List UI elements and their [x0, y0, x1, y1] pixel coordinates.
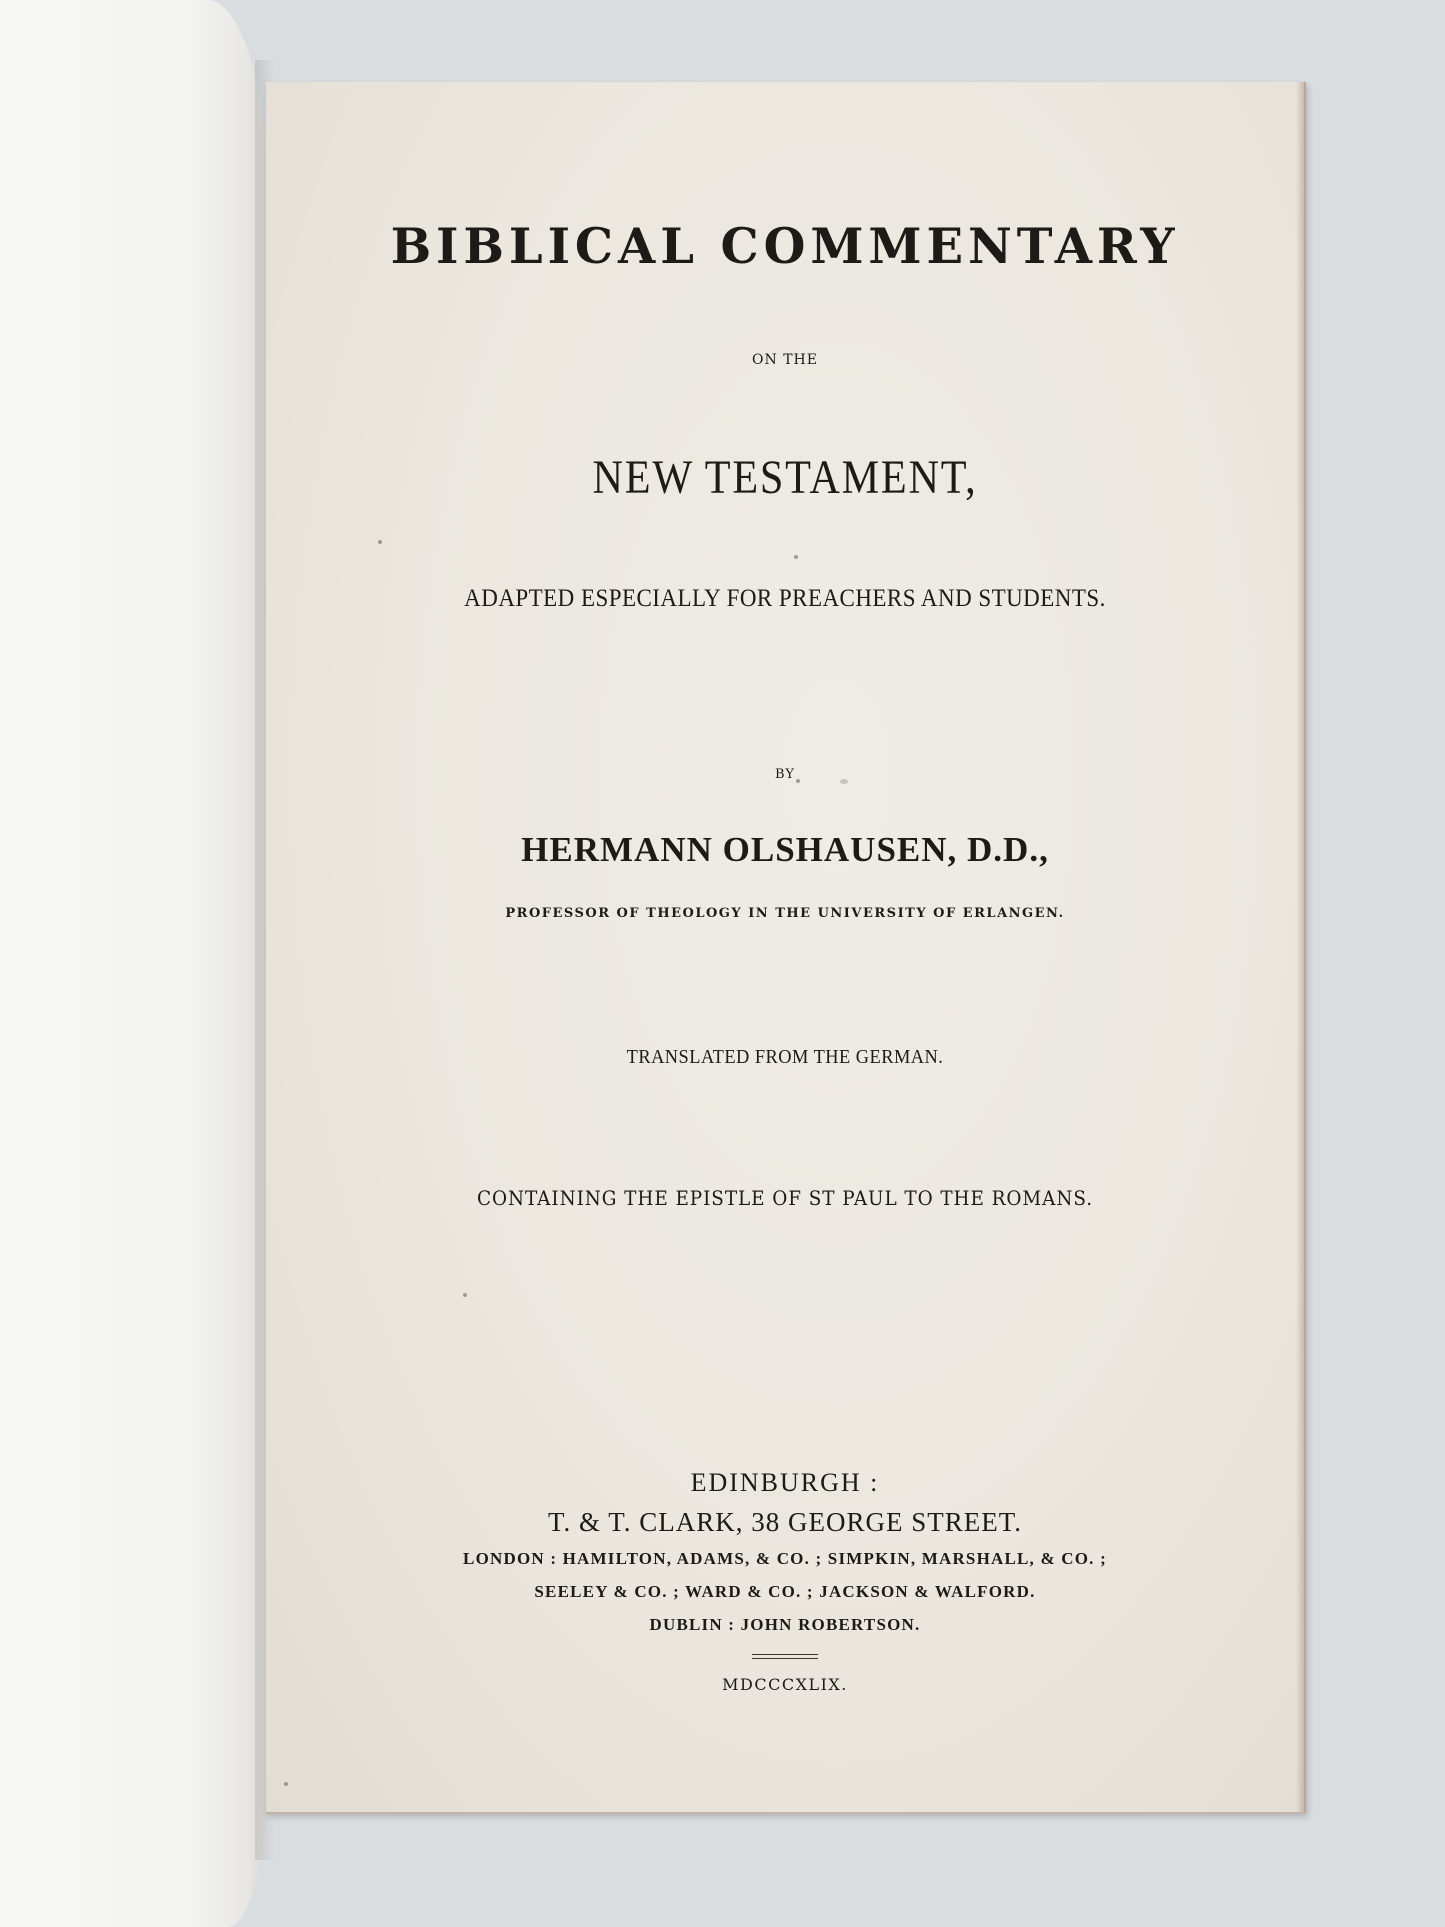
paper-speck: [796, 779, 800, 783]
paper-speck: [284, 1782, 288, 1786]
by-line: BY: [775, 767, 795, 782]
imprint-london: LONDON : HAMILTON, ADAMS, & CO. ; SIMPKIN, MARSHALL, & CO. ;: [463, 1549, 1107, 1568]
adapted-line: ADAPTED ESPECIALLY FOR PREACHERS AND STUDENTS.: [464, 585, 1106, 612]
translated-line: TRANSLATED FROM THE GERMAN.: [626, 1046, 944, 1068]
imprint-city: EDINBURGH :: [690, 1468, 880, 1497]
title-page: [266, 82, 1306, 1814]
contents-line: CONTAINING THE EPISTLE OF ST PAUL TO THE ROMANS.: [476, 1186, 1094, 1210]
author-name: HERMANN OLSHAUSEN, D.D.,: [521, 830, 1049, 869]
on-the-line: ON THE: [752, 352, 818, 368]
left-blank-page: [0, 0, 268, 1927]
imprint-publisher: T. & T. CLARK, 38 GEORGE STREET.: [548, 1507, 1022, 1537]
paper-speck: [794, 555, 798, 559]
imprint-dublin: DUBLIN : JOHN ROBERTSON.: [649, 1615, 921, 1634]
author-title: PROFESSOR OF THEOLOGY IN THE UNIVERSITY OF ERLANGEN.: [505, 906, 1065, 921]
paper-speck: [463, 1293, 467, 1297]
imprint-seeley: SEELEY & CO. ; WARD & CO. ; JACKSON & WALFORD.: [534, 1582, 1036, 1601]
paper-speck: [840, 779, 848, 784]
book-subject: NEW TESTAMENT,: [592, 451, 978, 504]
publication-year: MDCCCXLIX.: [722, 1675, 848, 1694]
book-title: BIBLICAL COMMENTARY: [390, 217, 1180, 275]
double-rule-bottom: [752, 1658, 818, 1659]
double-rule-top: [752, 1654, 818, 1655]
paper-speck: [378, 540, 382, 544]
